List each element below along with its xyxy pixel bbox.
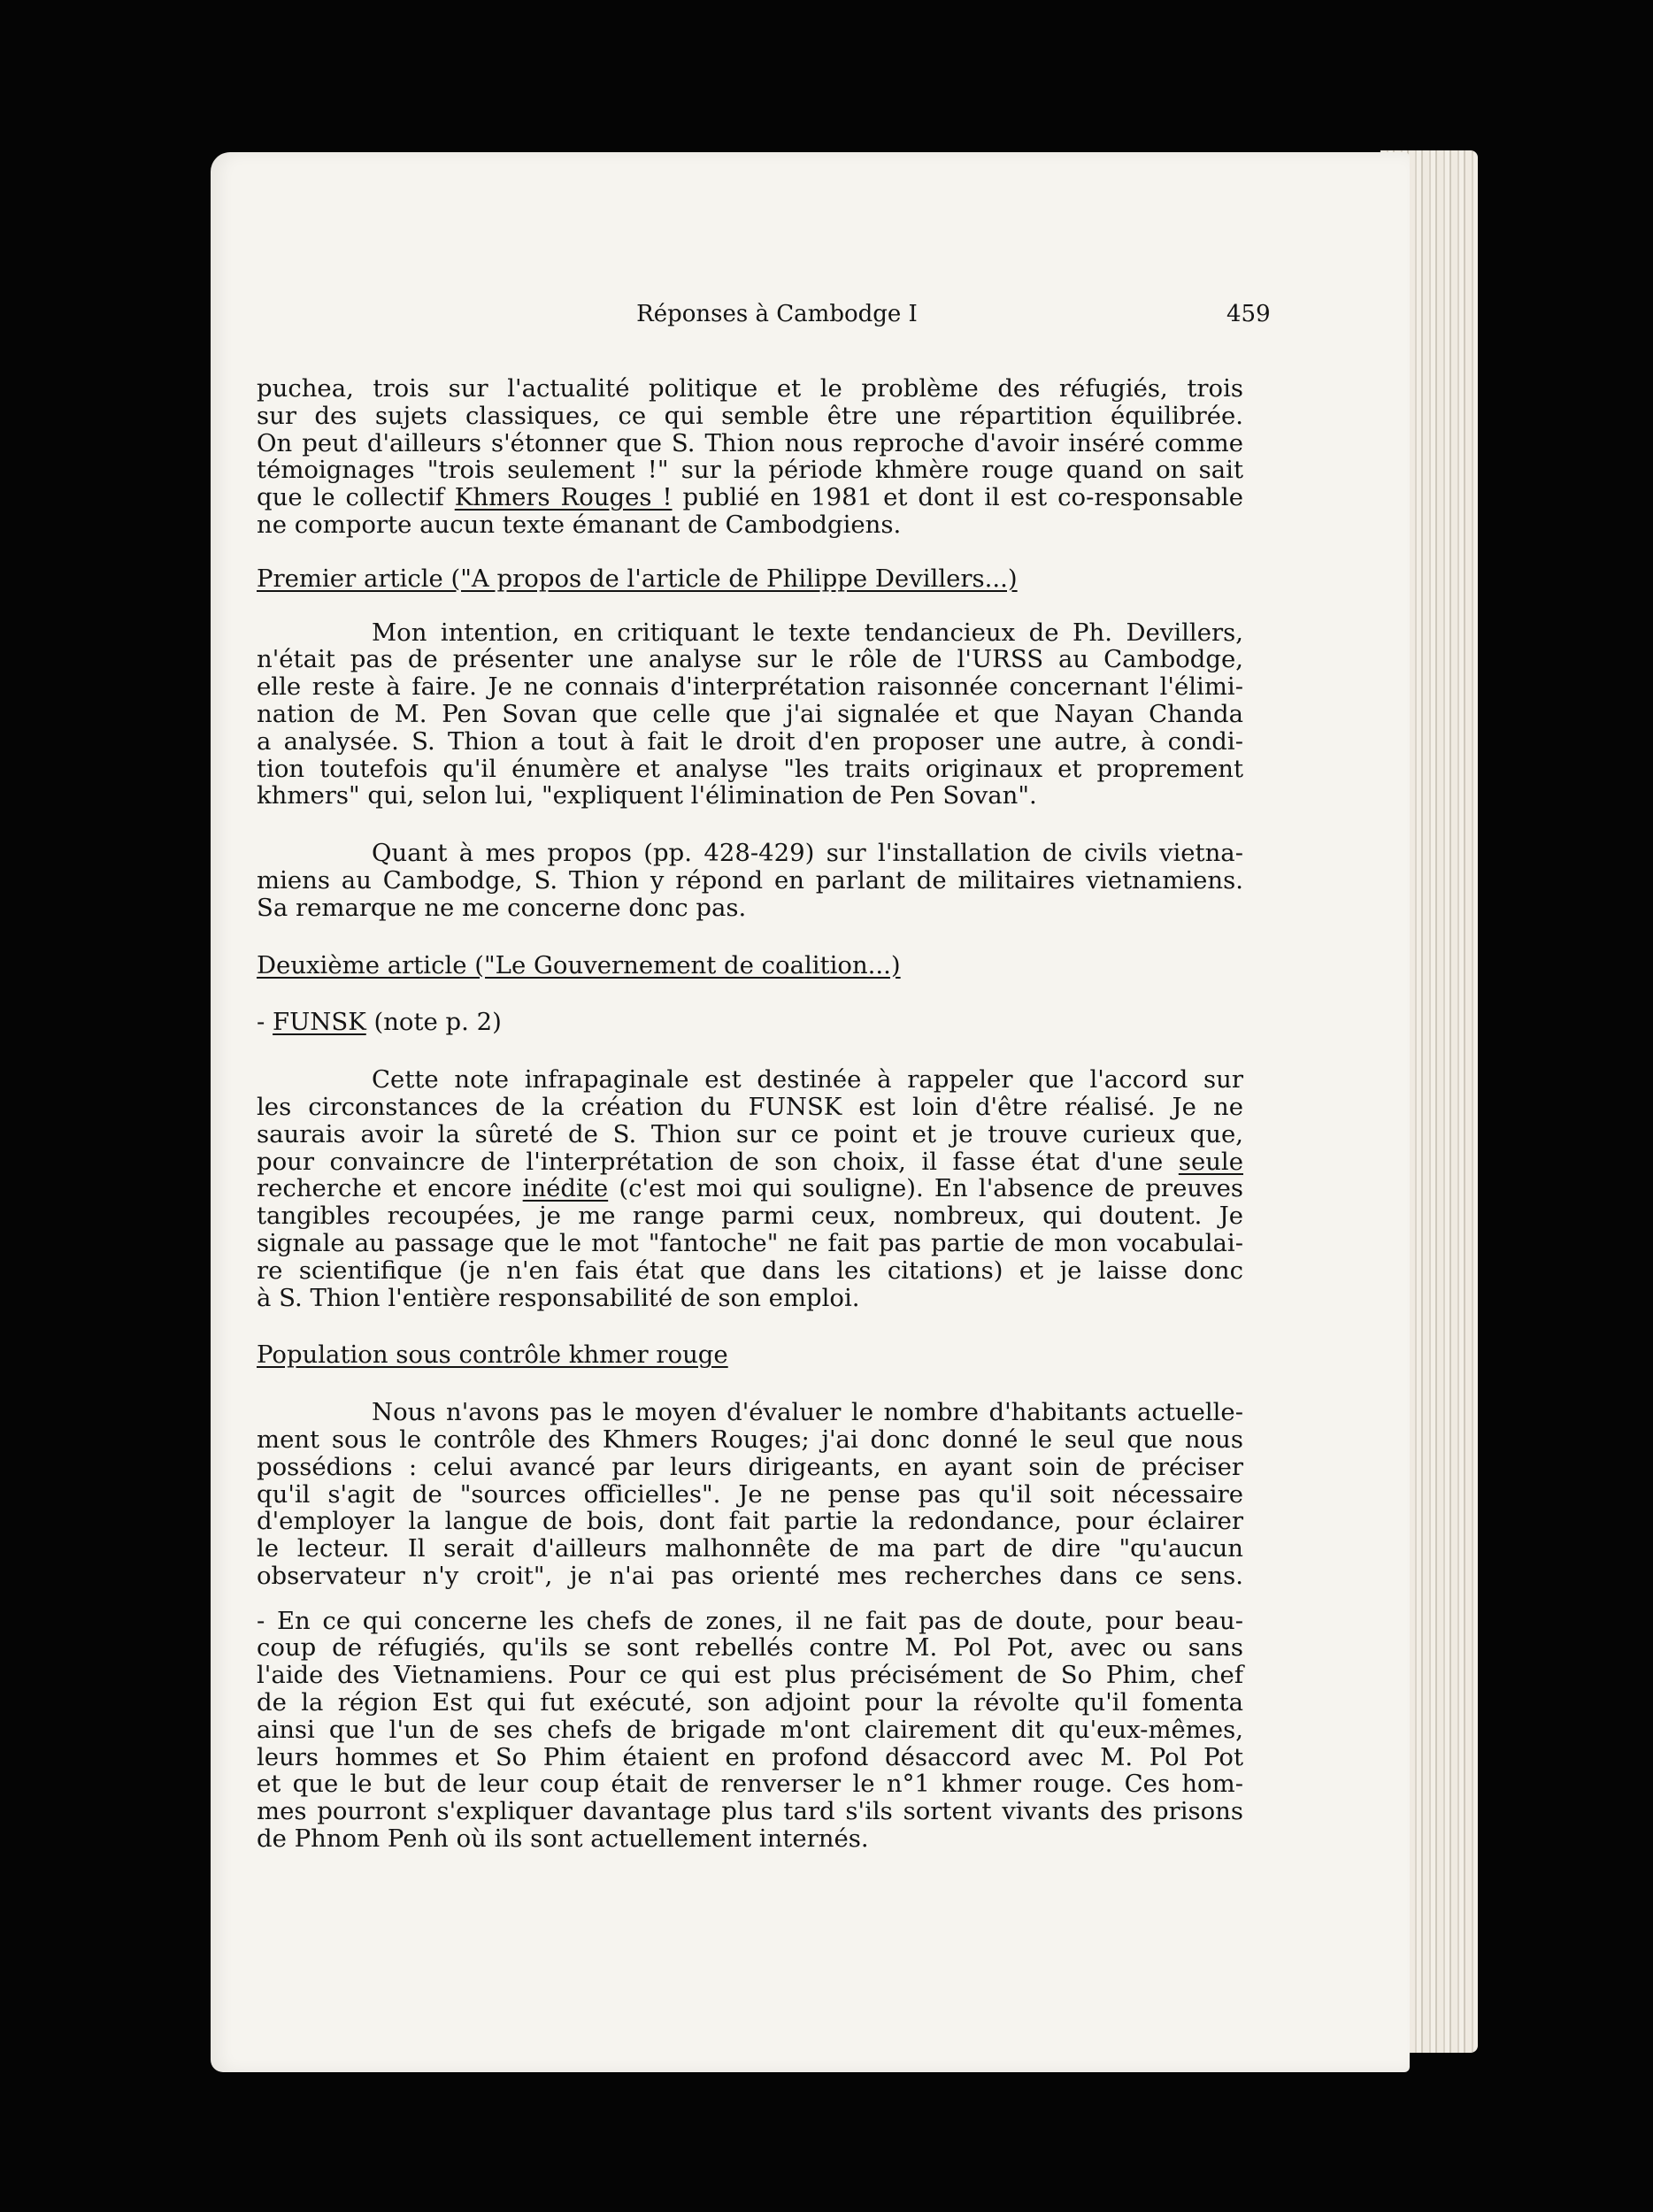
- text-line: de Phnom Penh où ils sont actuellement internés.: [257, 1824, 869, 1854]
- text-line: miens au Cambodge, S. Thion y répond en parlant de militaires vietnamiens.: [257, 865, 1243, 895]
- text-line: possédions : celui avancé par leurs dirigeants, en ayant soin de préciser: [257, 1452, 1243, 1481]
- running-head: Réponses à Cambodge I: [636, 301, 918, 327]
- underlined-word: inédite: [522, 1174, 609, 1203]
- text-fragment: publié en 1981 et dont il est co-responsable: [672, 483, 1243, 512]
- text-line: qu'il s'agit de "sources officielles". Je ne pense pas qu'il soit nécessaire: [257, 1479, 1243, 1509]
- text-line: nation de M. Pen Sovan que celle que j'ai signalée et que Nayan Chanda: [257, 699, 1243, 728]
- text-line: et que le but de leur coup était de renverser le n°1 khmer rouge. Ces hom-: [257, 1770, 1243, 1799]
- heading-text: Deuxième article ("Le Gouvernement de coalition...): [257, 950, 901, 979]
- text-line: coup de réfugiés, qu'ils se sont rebellés contre M. Pol Pot, avec ou sans: [257, 1633, 1243, 1663]
- text-line: mes pourront s'expliquer davantage plus tard s'ils sortent vivants des prisons: [257, 1797, 1243, 1826]
- text-line: n'était pas de présenter une analyse sur le rôle de l'URSS au Cambodge,: [257, 645, 1243, 674]
- book-page: [211, 152, 1410, 2072]
- text-line: [257, 484, 1243, 511]
- text-line: Sa remarque ne me concerne donc pas.: [257, 893, 747, 922]
- text-line: tion toutefois qu'il énumère et analyse "les traits originaux et proprement: [257, 754, 1243, 783]
- text-line: de la région Est qui fut exécuté, son adjoint pour la révolte qu'il fomenta: [257, 1688, 1243, 1717]
- text-line: On peut d'ailleurs s'étonner que S. Thion nous reproche d'avoir inséré comme: [257, 428, 1243, 457]
- section-heading-deuxieme-article: [257, 952, 1243, 979]
- text-line: Mon intention, en critiquant le texte tendancieux de Ph. Devillers,: [372, 618, 1243, 647]
- text-fragment: -: [257, 1008, 273, 1037]
- text-line: sur des sujets classiques, ce qui semble être une répartition équilibrée.: [257, 401, 1243, 430]
- text-line: re scientifique (je n'en fais état que dans les citations) et je laisse donc: [257, 1256, 1243, 1285]
- text-line: d'employer la langue de bois, dont fait partie la redondance, pour éclairer: [257, 1507, 1243, 1536]
- text-line: ment sous le contrôle des Khmers Rouges; j'ai donc donné le seul que nous: [257, 1425, 1243, 1454]
- text-fragment: recherche et encore: [257, 1174, 523, 1203]
- section-heading-population: [257, 1341, 1243, 1369]
- text-line: a analysée. S. Thion a tout à fait le droit d'en proposer une autre, à condi-: [257, 726, 1243, 756]
- text-line: observateur n'y croit", je n'ai pas orienté mes recherches dans ce sens.: [257, 1561, 1243, 1590]
- funsk-label: FUNSK: [273, 1008, 366, 1037]
- text-line: elle reste à faire. Je ne connais d'interprétation raisonnée concernant l'élimi-: [257, 672, 1243, 702]
- text-line: témoignages "trois seulement !" sur la période khmère rouge quand on sait: [257, 456, 1243, 485]
- text-line: puchea, trois sur l'actualité politique et le problème des réfugiés, trois: [257, 374, 1243, 403]
- text-fragment: pour convaincre de l'interprétation de son choix, il fasse état d'une: [257, 1147, 1179, 1176]
- heading-text: Population sous contrôle khmer rouge: [257, 1340, 728, 1370]
- text-line: à S. Thion l'entière responsabilité de son emploi.: [257, 1283, 860, 1312]
- text-line: tangibles recoupées, je me range parmi ceux, nombreux, qui doutent. Je: [257, 1202, 1243, 1231]
- text-line: khmers" qui, selon lui, "expliquent l'élimination de Pen Sovan".: [257, 781, 1037, 810]
- body-text: [257, 375, 1243, 1853]
- text-fragment: (note p. 2): [365, 1008, 502, 1037]
- text-line: [257, 1148, 1243, 1176]
- underlined-word: seule: [1178, 1147, 1243, 1176]
- text-line: ainsi que l'un de ses chefs de brigade m'ont clairement dit qu'eux-mêmes,: [257, 1715, 1243, 1744]
- text-line: ne comporte aucun texte émanant de Cambodgiens.: [257, 510, 902, 539]
- text-line: l'aide des Vietnamiens. Pour ce qui est plus précisément de So Phim, chef: [257, 1661, 1243, 1690]
- text-line: les circonstances de la création du FUNSK est loin d'être réalisé. Je ne: [257, 1092, 1243, 1121]
- text-line: signale au passage que le mot "fantoche" ne fait pas partie de mon vocabulai-: [257, 1228, 1243, 1257]
- text-fragment: (c'est moi qui souligne). En l'absence de preuves: [608, 1174, 1243, 1203]
- text-line: Cette note infrapaginale est destinée à rappeler que l'accord sur: [372, 1065, 1243, 1094]
- page-number: 459: [1226, 301, 1271, 327]
- subheading-funsk: [257, 1009, 1243, 1036]
- heading-text: Premier article ("A propos de l'article de Philippe Devillers...): [257, 564, 1018, 593]
- text-fragment: que le collectif: [257, 483, 455, 512]
- text-line: Quant à mes propos (pp. 428-429) sur l'installation de civils vietna-: [372, 839, 1243, 868]
- section-heading-premier-article: [257, 565, 1243, 593]
- underlined-title: Khmers Rouges !: [454, 483, 673, 512]
- text-line: le lecteur. Il serait d'ailleurs malhonnête de ma part de dire "qu'aucun: [257, 1534, 1243, 1563]
- text-line: Nous n'avons pas le moyen d'évaluer le nombre d'habitants actuelle-: [372, 1398, 1243, 1427]
- text-line: saurais avoir la sûreté de S. Thion sur ce point et je trouve curieux que,: [257, 1119, 1243, 1148]
- text-line: leurs hommes et So Phim étaient en profond désaccord avec M. Pol Pot: [257, 1742, 1243, 1771]
- text-line: - En ce qui concerne les chefs de zones, il ne fait pas de doute, pour beau-: [257, 1606, 1243, 1635]
- text-line: [257, 1175, 1243, 1202]
